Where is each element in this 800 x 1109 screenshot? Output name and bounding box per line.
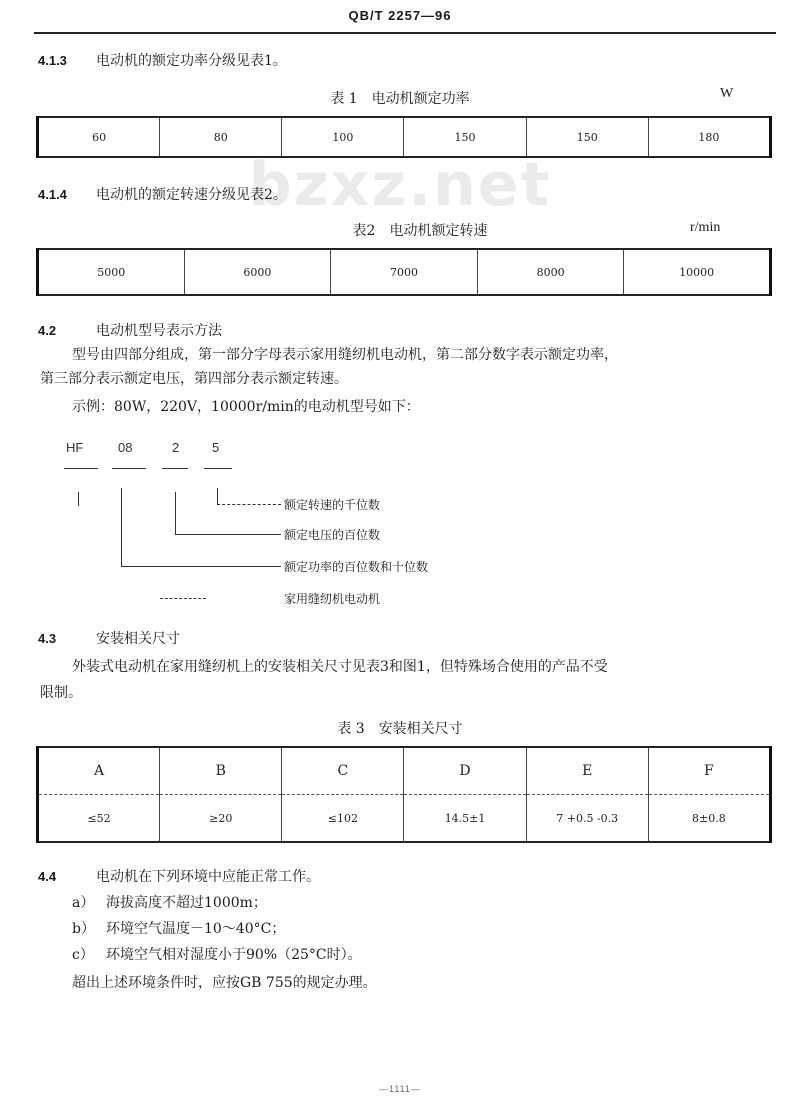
table1-unit: W [720, 86, 734, 101]
list-item [72, 944, 362, 964]
table2-cell: 10000 [624, 249, 771, 295]
table3-header: C [282, 747, 404, 795]
table3 [36, 746, 772, 843]
leader-vertical [121, 488, 122, 566]
header-rule [34, 32, 776, 34]
table3-cell: 14.5±1 [404, 795, 526, 843]
table1-cell: 60 [92, 130, 107, 144]
table1-cell: 150 [526, 117, 648, 157]
leader-horizontal [160, 598, 206, 600]
watermark: bzxz.net [248, 150, 552, 220]
underline [162, 468, 188, 469]
table1-cell: 100 [282, 117, 404, 157]
legend-speed: 额定转速的千位数 [284, 498, 381, 512]
table3-header: E [526, 747, 648, 795]
paragraph: 限制。 [40, 685, 82, 701]
leader-horizontal [121, 566, 281, 567]
table3-cell: ≥20 [160, 795, 282, 843]
table2-unit: r/min [690, 220, 721, 235]
list-label: c） [72, 947, 94, 963]
leader-vertical [217, 488, 218, 504]
legend-type: 家用缝纫机电动机 [284, 592, 381, 606]
section-title: 电动机型号表示方法 [96, 323, 222, 339]
table3-caption: 表 3 安装相关尺寸 [337, 721, 463, 737]
section-4-2 [38, 320, 222, 340]
section-4-1-4 [38, 184, 287, 204]
paragraph: 示例：80W，220V，10000r/min的电动机型号如下： [72, 399, 420, 415]
table3-header: B [160, 747, 282, 795]
table2 [36, 248, 772, 296]
model-part-speed: 5 [212, 440, 220, 455]
table1-caption: 表 1 电动机额定功率 [330, 91, 470, 107]
list-text: 环境空气相对湿度小于90%（25°C时）。 [106, 947, 362, 963]
paragraph: 型号由四部分组成，第一部分字母表示家用缝纫机电动机，第二部分数字表示额定功率， [72, 347, 618, 363]
underline [204, 468, 232, 469]
table2-cell: 8000 [477, 249, 624, 295]
table2-cell: 5000 [97, 265, 126, 279]
table3-cell: ≤102 [282, 795, 404, 843]
table3-header: D [404, 747, 526, 795]
section-number: 4.1.4 [38, 187, 67, 202]
legend-power: 额定功率的百位数和十位数 [284, 560, 429, 574]
list-item [72, 892, 267, 912]
leader-vertical [175, 492, 176, 534]
section-number: 4.3 [38, 631, 57, 646]
section-4-4 [38, 866, 320, 886]
table2-cell: 7000 [331, 249, 478, 295]
table1-cell: 80 [160, 117, 282, 157]
list-label: a） [72, 895, 95, 911]
table3-header: A [38, 747, 160, 795]
table1-cell: 180 [648, 117, 770, 157]
paragraph: 外装式电动机在家用缝纫机上的安装相关尺寸见表3和图1，但特殊场合使用的产品不受 [72, 659, 608, 675]
section-title: 安装相关尺寸 [96, 631, 180, 647]
section-number: 4.2 [38, 323, 57, 338]
model-part-letters: HF [66, 440, 84, 455]
section-text: 电动机的额定功率分级见表1。 [96, 53, 287, 69]
section-text: 电动机的额定转速分级见表2。 [96, 187, 287, 203]
leader-vertical [78, 492, 79, 506]
paragraph: 超出上述环境条件时，应按GB 755的规定办理。 [72, 975, 377, 991]
paragraph: 第三部分表示额定电压，第四部分表示额定转速。 [40, 371, 348, 387]
section-text: 电动机在下列环境中应能正常工作。 [96, 869, 320, 885]
standard-header: QB/T 2257—96 [348, 8, 452, 23]
list-text: 环境空气温度－10～40°C； [106, 921, 286, 937]
leader-horizontal [217, 504, 281, 506]
table2-cell: 6000 [184, 249, 331, 295]
section-4-3 [38, 628, 180, 648]
model-part-power: 08 [118, 440, 133, 455]
underline [64, 468, 98, 469]
list-label: b） [72, 921, 95, 937]
table3-cell: 7 +0.5 -0.3 [526, 795, 648, 843]
section-number: 4.4 [38, 869, 57, 884]
page-footer: —1111— [378, 1084, 422, 1094]
model-part-voltage: 2 [172, 440, 180, 455]
table1 [36, 116, 772, 158]
table1-cell: 150 [404, 117, 526, 157]
table3-header: F [648, 747, 770, 795]
list-text: 海拔高度不超过1000m； [106, 895, 267, 911]
section-number: 4.1.3 [38, 53, 67, 68]
legend-voltage: 额定电压的百位数 [284, 528, 381, 542]
underline [112, 468, 146, 469]
section-4-1-3 [38, 50, 287, 70]
list-item [72, 918, 285, 938]
leader-horizontal [175, 534, 281, 535]
table3-cell: ≤52 [87, 811, 111, 825]
table2-caption: 表2 电动机额定转速 [352, 223, 488, 239]
table3-cell: 8±0.8 [648, 795, 770, 843]
